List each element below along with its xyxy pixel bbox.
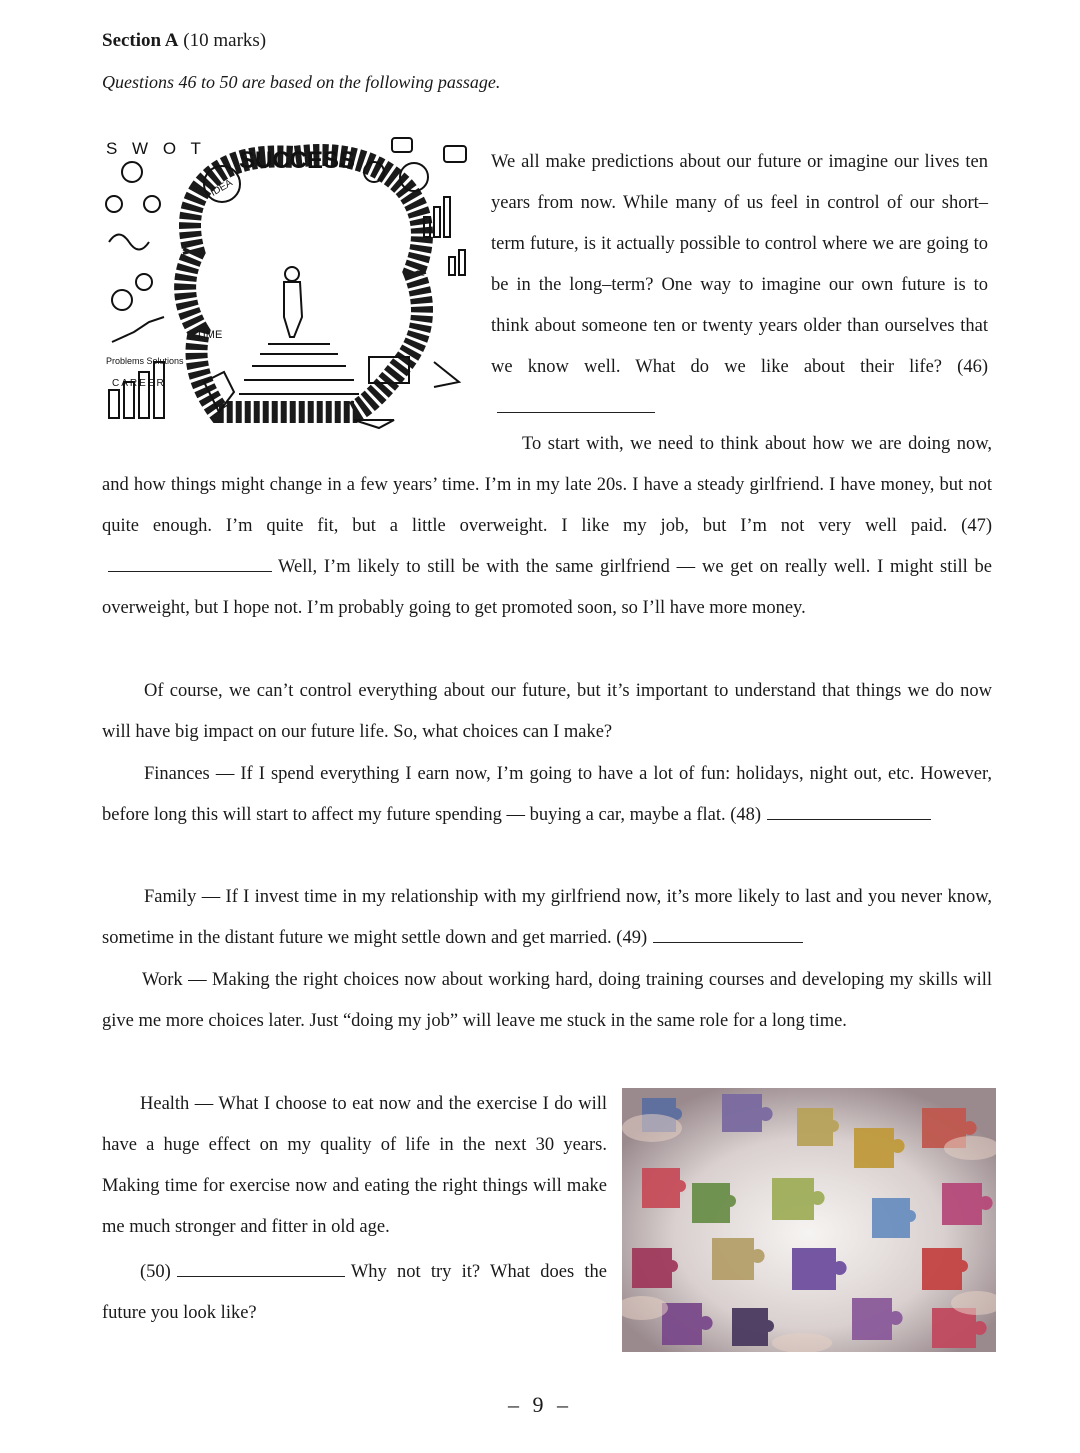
answer-blank-46[interactable] (497, 411, 655, 413)
paragraph-family (102, 877, 992, 959)
success-sketch-illustration (104, 132, 476, 434)
paragraph-conclusion (102, 1252, 607, 1334)
paragraph-2-text-b: Well, I’m likely to still be with the same girlfriend — we get on really well. I might still be overweight, but I hope not. I’m probably going to get promoted soon, so I’ll have more money. (102, 557, 992, 618)
paragraph-3: Of course, we can’t control everything about our future, but it’s important to understand that things we do now will have big impact on our future life. So, what choices can I make? (102, 681, 992, 742)
swot-label: S W O T (106, 139, 206, 158)
idea-label: IDEA (208, 177, 235, 199)
answer-blank-47[interactable] (108, 570, 272, 572)
section-title: Section A (102, 30, 179, 51)
time-label: TIME (196, 329, 223, 341)
page-number: – 9 – (508, 1392, 572, 1417)
finances-text: Finances — If I spend everything I earn now, I’m going to have a lot of fun: holidays, night out, etc. However, before long this will start to affect my future spending — buying a car, maybe a flat. (48) (102, 764, 992, 825)
section-marks: (10 marks) (183, 30, 267, 51)
paragraph-finances (102, 754, 992, 836)
instruction-text: Questions 46 to 50 are based on the following passage. (102, 72, 501, 92)
career-label: CAREER (112, 378, 166, 389)
puzzle-hands-photo (622, 1088, 996, 1352)
section-heading (102, 30, 266, 52)
paragraph-2-text-a: To start with, we need to think about how we are doing now, and how things might change in a few years’ time. I’m in my late 20s. I have a steady girlfriend. I have money, but not quite enough. I’m quite fit, but a little overweight. I like my job, but I’m not very well paid. (47) (102, 434, 992, 536)
question-50-number: (50) (140, 1262, 171, 1282)
paragraph-1-text: We all make predictions about our future or imagine our lives ten years from now. While many of us feel in control of our short–term future, is it actually possible to control where we are going to be in the long–term? One way to imagine our own future is to think about someone ten or twenty years older than ourselves that we know well. What do we like about their life? (46) (491, 152, 988, 377)
paragraph-2 (102, 424, 992, 629)
paragraph-work: Work — Making the right choices now about working hard, doing training courses and developing my skills will give me more choices later. Just “doing my job” will leave me stuck in the same role for a long time. (102, 970, 992, 1031)
problems-label: Problems Solutions (106, 356, 184, 366)
paragraph-health: Health — What I choose to eat now and the exercise I do will have a huge effect on my quality of life in the next 30 years. Making time for exercise now and eating the right things will make me much stronger and fitter in old age. (102, 1094, 607, 1237)
answer-blank-49[interactable] (653, 941, 803, 943)
paragraph-1 (491, 142, 988, 429)
answer-blank-48[interactable] (767, 818, 931, 820)
success-label: SUCCESS (239, 147, 356, 174)
family-text: Family — If I invest time in my relationship with my girlfriend now, it’s more likely to last and you never know, sometime in the distant future we might settle down and get married. (49) (102, 887, 992, 948)
conclusion-text: Why not try it? What does the future you look like? (102, 1262, 607, 1323)
answer-blank-50[interactable] (177, 1275, 345, 1277)
